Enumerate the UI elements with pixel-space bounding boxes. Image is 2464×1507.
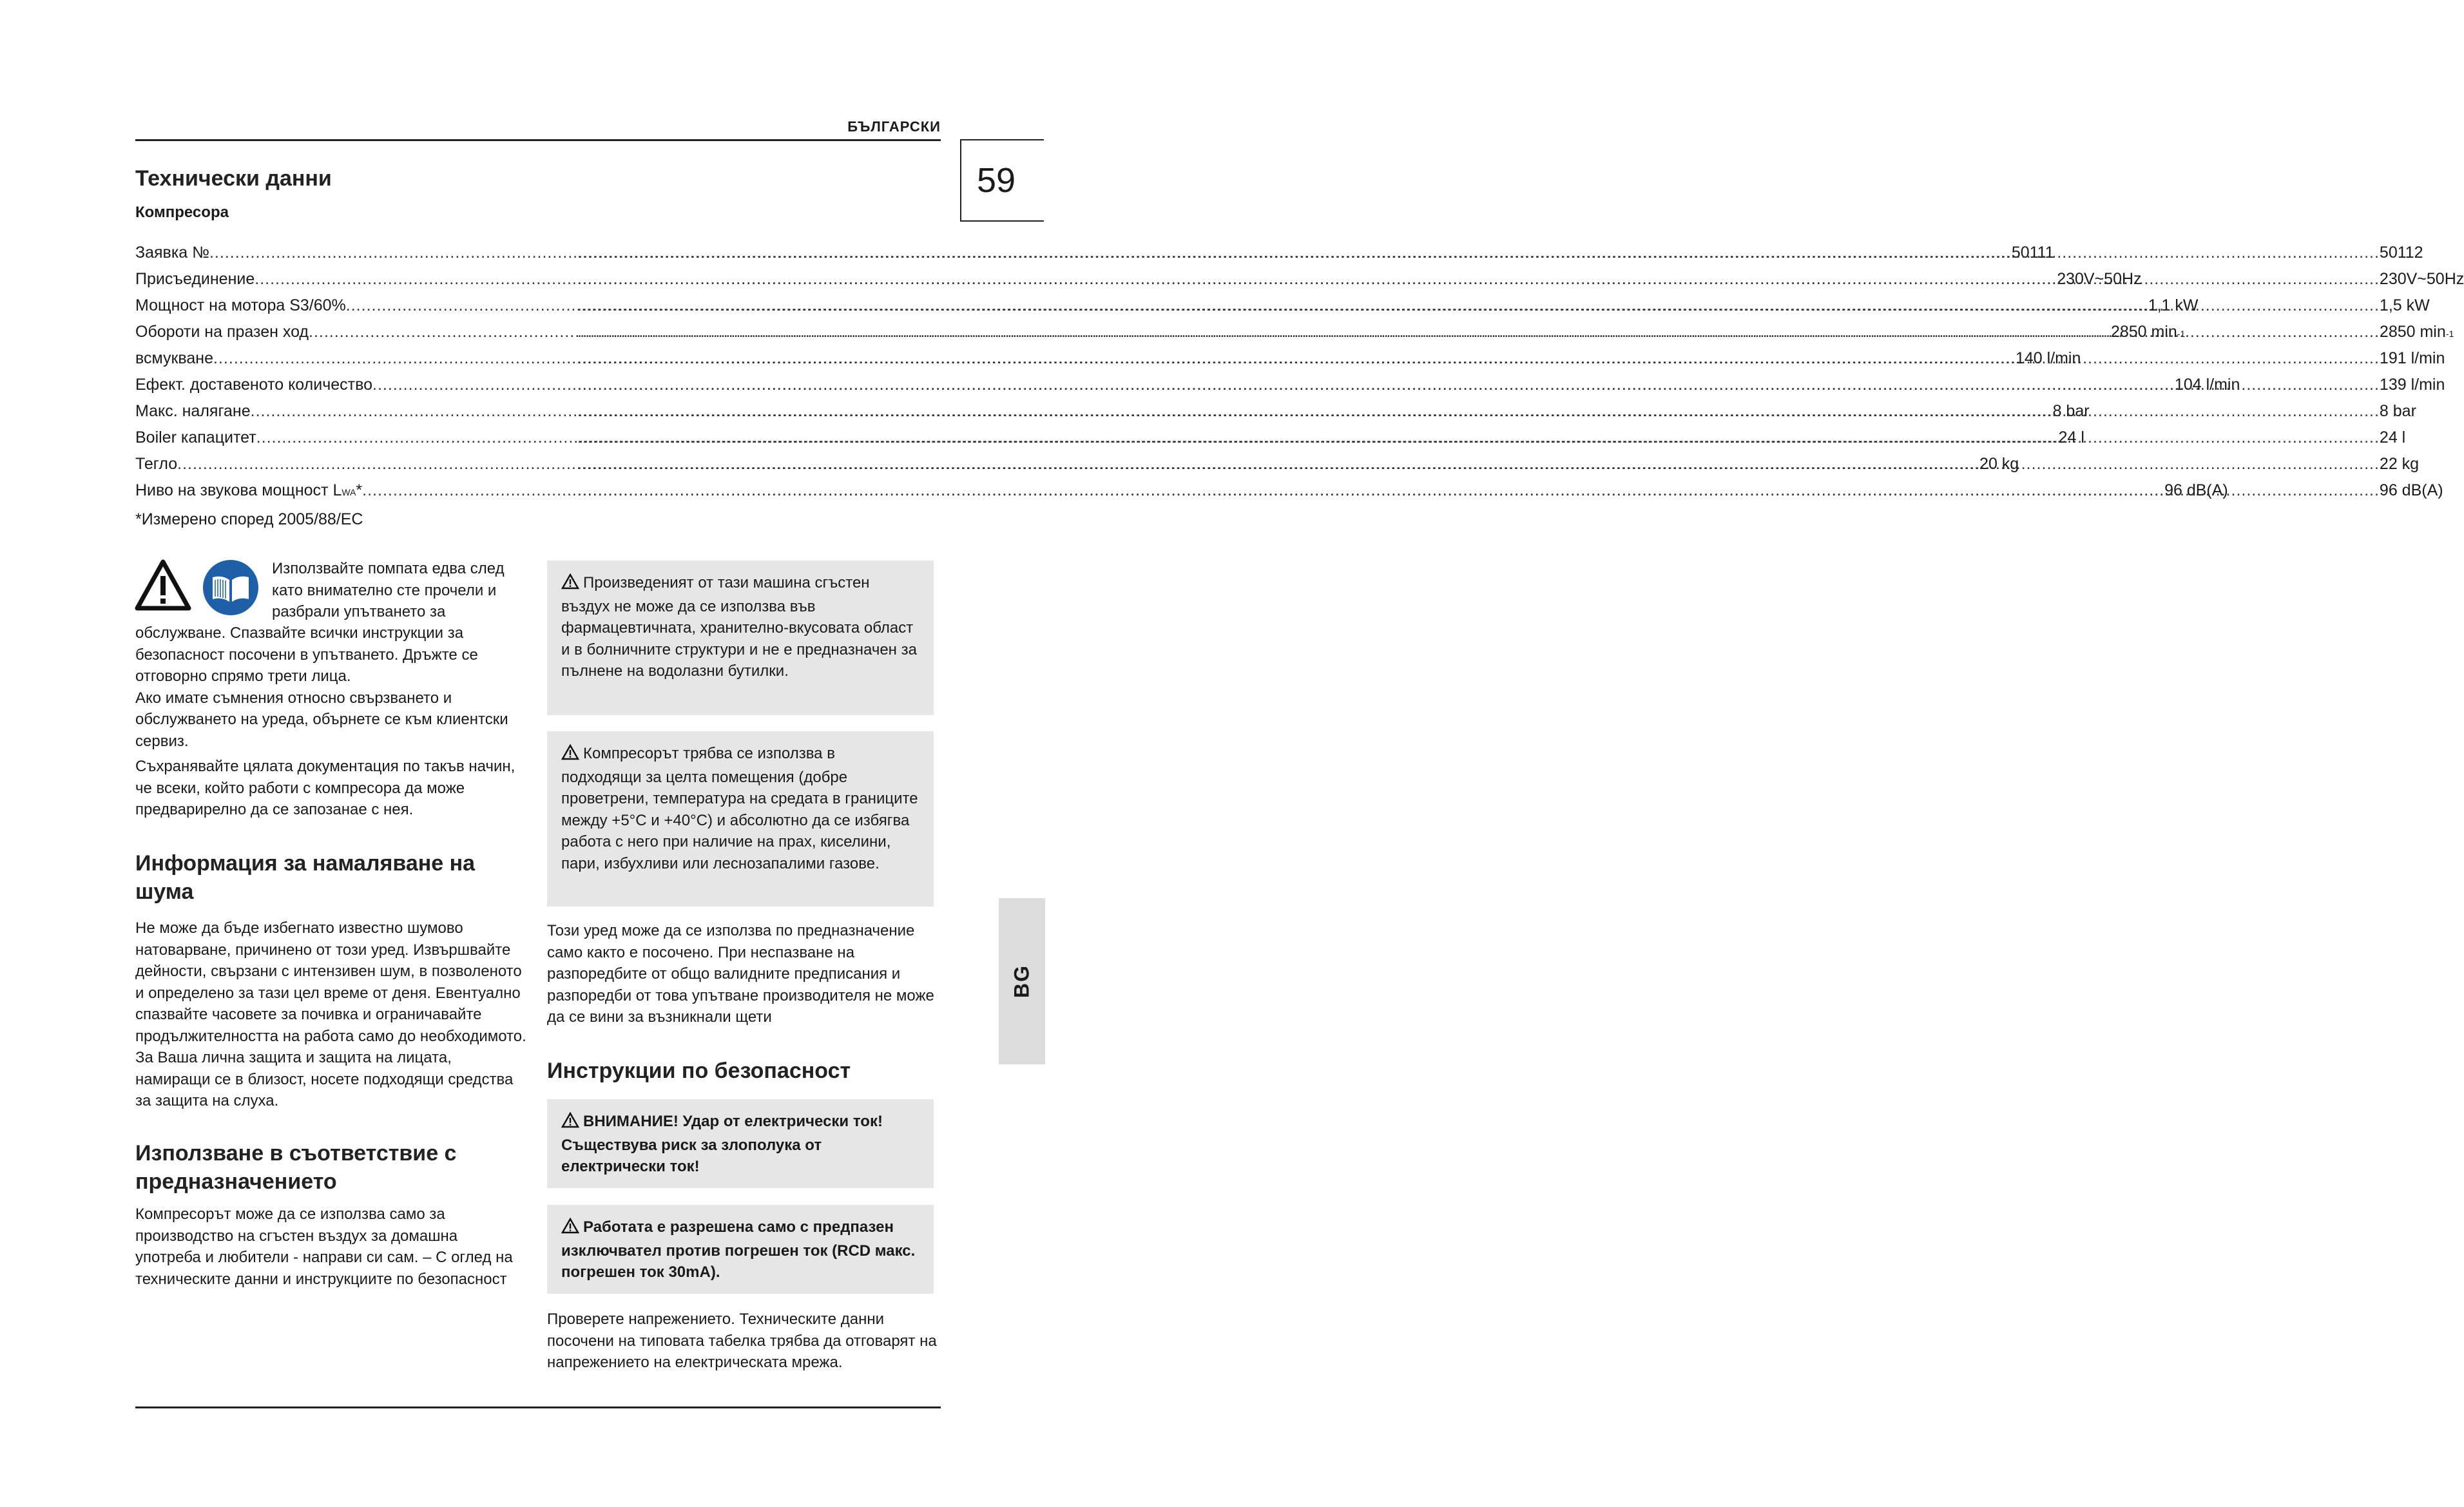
dot-leader [577,428,2380,447]
dot-leader [577,323,2380,341]
liability-section [547,920,940,1028]
spec-row [135,270,2464,296]
intro-line: като внимателно сте прочели и [272,581,497,599]
warning-triangle-icon [561,744,579,767]
spec-label: Присъединение [135,270,255,288]
spec-label: Ниво на звукова мощност L [135,481,342,499]
spec-value-50111: 96 dB(A) [2164,481,2228,499]
dot-leader [577,270,2380,289]
intended-use-title: Използване в съответствие с предназначението [135,1141,457,1194]
spec-row [135,376,2445,402]
spec-value-50111: 140 l/min [2015,349,2081,367]
language-label: БЪЛГАРСКИ [847,119,941,135]
spec-label: Обороти на празен ход [135,323,309,341]
left-column-body [135,622,522,821]
spec-label: Boiler капацитет [135,428,256,446]
spec-row [135,323,2454,349]
spec-row [135,455,2420,481]
warning-triangle-icon [135,559,191,614]
spec-label-subscript: WA [342,487,356,497]
spec-value-50111: 230V~50Hz [2057,270,2142,288]
bottom-rule [135,1406,941,1408]
info-box-environment [547,731,934,907]
intro-line: Използвайте помпата едва след [272,560,505,577]
spec-row [135,296,2430,323]
spec-value-superscript: -1 [2445,329,2454,339]
page-number: 59 [960,139,1044,222]
service-paragraph: Ако имате съмнения относно свързването и обслужването на уреда, обърнете се към клиентски сервиз. [135,689,508,750]
read-manual-icon [202,559,259,619]
voltage-section [547,1309,941,1374]
documentation-paragraph: Съхранявайте цялата документация по такъв начин, че всеки, който работи с компресора да може предварирелно да се запозанае с нея. [135,758,515,818]
warning-box-rcd [547,1205,934,1294]
voltage-paragraph: Проверете напрежението. Техническите данни посочени на типовата табелка трябва да отговарят на напрежението на електрическата мрежа. [547,1310,937,1371]
spec-value-50112: 50112 [2379,244,2423,262]
safety-title: Инструкции по безопасност [547,1059,851,1083]
spec-label: Макс. налягане [135,402,251,420]
spec-value-50111: 24 l [2058,428,2084,446]
box-text: ВНИМАНИЕ! Удар от електрически ток! Съществува риск за злополука от електрически ток! [561,1113,883,1175]
spec-value-superscript: -1 [2177,329,2186,339]
spec-value-50112: 191 l/min [2379,349,2445,367]
spec-label: Мощност на мотора S3/60% [135,296,346,314]
warning-triangle-icon [561,573,579,596]
page-title: Технически данни [135,166,332,191]
spec-value-50111: 8 bar [2052,402,2090,420]
section-subtitle: Компресора [135,204,229,221]
spec-row [135,481,2443,508]
spec-row [135,349,2445,376]
noise-section-title: Информация за намаляване на шума [135,851,476,904]
spec-label-suffix: * [356,481,363,499]
spec-value-50111: 1,1 kW [2148,296,2199,314]
spec-value-50112: 8 bar [2379,402,2416,420]
spec-value-50112: 24 l [2379,428,2406,446]
spec-row [135,402,2416,428]
spec-label: Заявка № [135,244,209,262]
noise-paragraph: Не може да бъде избегнато известно шумово натоварване, причинено от този уред. Извършвайте дейности, свързани с интензивен шум, в позволеното и определено за тази цел време от деня. Евентуално спазвайте часовете за почивка и ограничавайте продължителността на работа само до необходимото. За Ваша лична защита и защита на лицата, намиращи се в близост, носете подходящи средства за защита на слуха. [135,919,526,1109]
spec-row [135,428,2406,455]
dot-leader [577,244,2380,262]
info-box-pharma [547,561,934,715]
spec-value-50112: 22 kg [2379,455,2420,473]
spec-value-50112: 96 dB(A) [2379,481,2443,499]
warning-triangle-icon [561,1218,579,1240]
intro-text-top [272,558,530,623]
spec-value-50112: 2850 min [2379,323,2446,341]
liability-paragraph: Този уред може да се използва по предназначение само както е посочено. При неспазване на разпоредбите от общо валидните предписания и разпоредби от това упътване производителя не може да се вини за възникнали щети [547,922,934,1026]
noise-section [135,917,530,1112]
spec-value-50112: 1,5 kW [2379,296,2430,314]
box-text: Компресорът трябва се използва в подходящи за целта помещения (добре проветрени, температура на средата в границите между +5°C и +40°C) и абсолютно да се избягва работа с него при наличие на прах, киселини, пари, избухливи или леснозапалими газове. [561,745,918,872]
spec-value-50111: 2850 min [2110,323,2177,341]
dot-leader [577,296,2380,315]
intended-use-paragraph: Компресорът може да се използва само за производство на сгъстен въздух за домашна употреба и любители - направи си сам. – С оглед на техническите данни и инструкциите по безопасност [135,1205,513,1288]
warning-triangle-icon [561,1112,579,1135]
intended-use-section [135,1204,522,1290]
warning-box-electric [547,1099,934,1188]
spec-value-50111: 104 l/min [2174,376,2240,394]
spec-row [135,244,2423,270]
spec-value-50111: 50111 [2011,244,2054,262]
dot-leader [577,376,2380,394]
top-rule [135,139,941,141]
box-text: Работата е разрешена само с предпазен изключвател против погрешен ток (RCD макс. погрешен ток 30mA). [561,1218,916,1281]
dot-leader [577,349,2380,368]
spec-value-50112: 139 l/min [2379,376,2445,394]
side-tab-label: BG [1010,965,1034,998]
spec-label: всмукване [135,349,214,367]
box-text: Произведеният от тази машина сгъстен въздух не може да се използва във фармацевтичната, хранително-вкусовата област и в болничните структури и не е предназначен за пълнене на водолазни бутилки. [561,574,917,680]
spec-label: Ефект. доставеното количество [135,376,372,394]
spec-value-50112: 230V~50Hz [2379,270,2464,288]
spec-value-50111: 20 kg [1979,455,2019,473]
intro-line: разбрали упътването за [272,603,446,620]
dot-leader [577,402,2380,421]
dot-leader [577,481,2380,500]
language-side-tab [999,898,1045,1064]
spec-label: Тегло [135,455,178,473]
spec-table [135,244,2464,508]
intro-text-rest: обслужване. Спазвайте всички инструкции за безопасност посочени в упътването. Дръжте се отговорно спрямо трети лица. [135,624,478,685]
spec-footnote: *Измерено според 2005/88/EC [135,510,363,528]
dot-leader [577,455,2380,474]
